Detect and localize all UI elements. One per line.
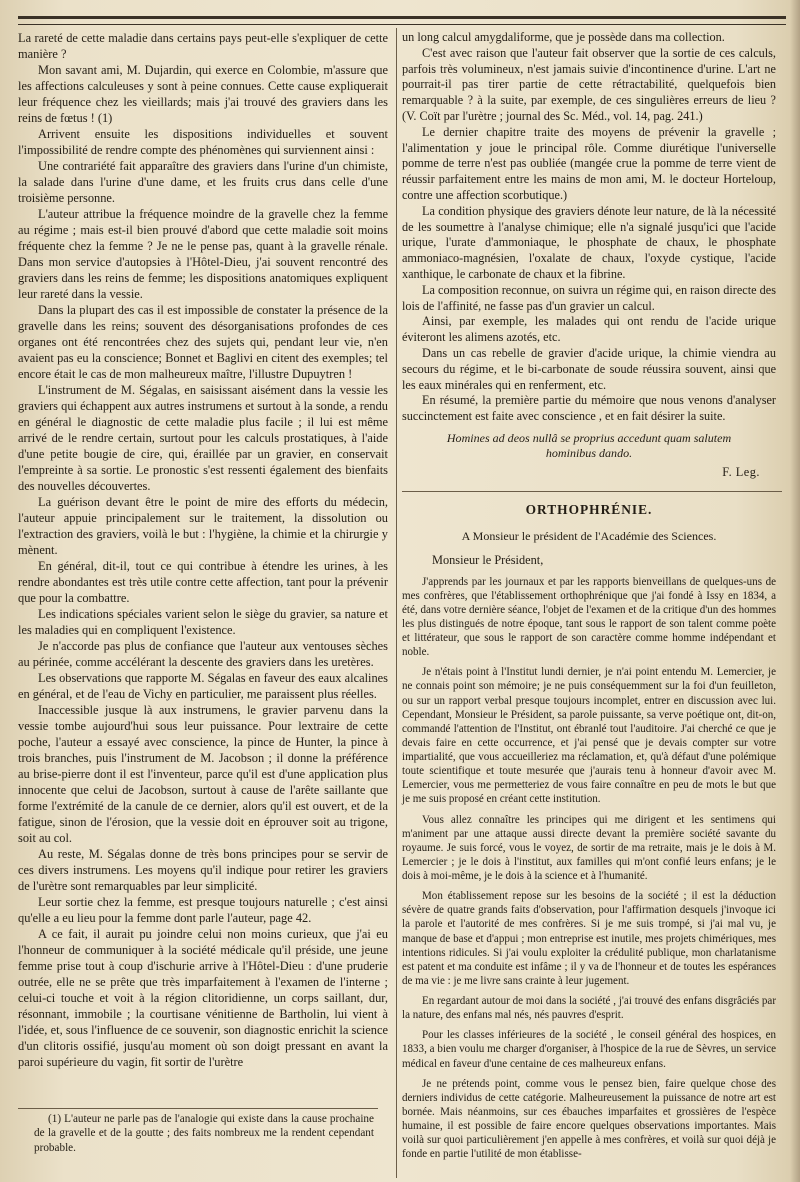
paragraph: Les indications spéciales varient selon le siège du gravier, sa nature et les maladies qui en compliquent l'existence. <box>18 607 388 637</box>
footnote-rule <box>18 1108 378 1109</box>
paragraph: Je n'accorde pas plus de confiance que l'auteur aux ventouses sèches au périnée, comme accélérant la descente des graviers dans les uretères. <box>18 639 388 669</box>
letter-paragraph: Je ne prétends point, comme vous le pensez bien, faire quelque chose des derniers individus de cette catégorie. Malheureusement la puissance de notre art est bornée. Mais néanmoins, sur ces ébauches imparfaites et grossières de l'espèce humaine, il est possible de faire encore quelques observations importantes. Mais voilà sur quoi particulièrement j'en appelle à mes confrères, et voilà sur quoi déjà je fonde en partie l'utilité de mon établisse- <box>402 1077 776 1161</box>
footnote: (1) L'auteur ne parle pas de l'analogie qui existe dans la cause prochaine de la gravelle et de la goutte ; des faits nombreux me la rendent cependant probable. <box>34 1113 374 1154</box>
epigraph: Homines ad deos nullâ se proprius accedunt quam salutem hominibus dando. <box>446 430 732 461</box>
letter-paragraph: Je n'étais point à l'Institut lundi dernier, je n'ai point entendu M. Lemercier, je ne connais point son mémoire; je ne puis conséquemment sur la foi d'un feuilleton, ou sur un rapport verbal presque toujours incomplet, entrer en discussion avec lui. Cependant, Monsieur le Président, sa parole puissante, sa verve poétique ont, dit-on, commandé l'attention de l'Institut, ont ébranlé tout l'auditoire. J'ai cherché ce que je devais faire en cette occurrence, et j'ai pensé que je devais compter sur votre impartialité, que vous accueilleriez ma réclamation, et, qu'à défaut d'une polémique toute scientifique et toute mesurée que j'aurais tenu à honneur d'avoir avec M. Lemercier, vous me permetteriez de vous faire connaître en peu de mots le but que je me suis proposé en créant cette institution. <box>402 666 776 806</box>
letter-addressee: A Monsieur le président de l'Académie des Sciences. <box>461 529 717 544</box>
paragraph: En résumé, la première partie du mémoire que nous venons d'analyser succinctement est faite avec conscience , et en fait désirer la suite. <box>402 393 776 424</box>
author-signature: F. Leg. <box>722 464 760 479</box>
paragraph: un long calcul amygdaliforme, que je possède dans ma collection. <box>402 30 725 44</box>
paragraph: Leur sortie chez la femme, est presque toujours naturelle ; c'est ainsi qu'elle a eu lieu pour la femme dont parle l'auteur, page 42. <box>18 895 388 925</box>
paragraph: Dans un cas rebelle de gravier d'acide urique, la chimie viendra au secours du régime, et le bi-carbonate de soude réussira souvent, ainsi que les eaux minérales qui en renferment, etc. <box>402 345 776 392</box>
column-divider <box>396 28 397 1178</box>
letter-salutation: Monsieur le Président, <box>432 552 544 567</box>
letter-paragraph: Vous allez connaître les principes qui me dirigent et les sentimens qui m'animent par une attaque aussi directe devant la première société savante du royaume. Je suis forcé, vous le voyez, de sortir de ma retraite, mais je le dois à M. Lemercier ; je le dois à l'institut, aux familles qui m'ont confié leurs enfans; je le dois à moi-même, je le dois à la science et à l'humanité. <box>402 813 776 883</box>
paragraph: Au reste, M. Ségalas donne de très bons principes pour se servir de ces divers instrumens. Les moyens qu'il indique pour retirer les graviers de l'urètre sont remarquables par leur simplicité. <box>18 847 388 893</box>
letter-paragraph: Pour les classes inférieures de la société , le conseil général des hospices, en 1833, a bien voulu me charger d'organiser, à l'hospice de la rue de Sèvres, un service médical en faveur d'une centaine de ces malheureux enfans. <box>402 1029 776 1070</box>
paragraph: La guérison devant être le point de mire des efforts du médecin, l'auteur appuie principalement sur le traitement, la dissolution ou l'extraction des graviers, voilà le but : l'hygiène, la chimie et la chirurgie y mènent. <box>18 495 388 557</box>
page-edge-shadow <box>790 0 800 1182</box>
section-separator <box>402 491 782 492</box>
paragraph: Les observations que rapporte M. Ségalas en faveur des eaux alcalines en général, et de l'eau de Vichy en particulier, me paraissent plus réelles. <box>18 671 388 701</box>
header-rule <box>18 16 786 25</box>
paragraph: Dans la plupart des cas il est impossible de constater la présence de la gravelle dans les reins; souvent des désorganisations profondes de ces organes ont été rencontrées chez des sujets qui, pendant leur vie, n'en avaient pas eu la conscience; Bonnet et Baglivi en citent des exemples; tel encore était le cas de mon malheureux maître, l'illustre Dupuytren ! <box>18 303 388 381</box>
paragraph: La composition reconnue, on suivra un régime qui, en raison directe des lois de l'affinité, ne fasse pas d'un gravier un calcul. <box>402 282 776 313</box>
paragraph: La rareté de cette maladie dans certains pays peut-elle s'expliquer de cette manière ? <box>18 31 388 61</box>
paragraph: A ce fait, il aurait pu joindre celui non moins curieux, que j'ai eu l'honneur de communiquer à la société médicale qu'il préside, une jeune femme prise tout à coup d'ischurie arrive à l'Hôtel-Dieu : d'une pruderie outrée, elle ne se prête que très imparfaitement à l'examen de l'interne ; celui-ci touche et voit à la région clitoridienne, un corps saillant, dur, résonnant, immobile ; la courtisane vénitienne de Bartholin, lui vient à l'idée, et, sous l'influence de ce souvenir, son diagnostic enrichit la science d'un clitoris ossifié, jusqu'au moment où son doigt pressant en avant la paroi supérieure du vagin, fit sortir de l'urètre <box>18 927 388 1069</box>
paragraph: L'instrument de M. Ségalas, en saisissant aisément dans la vessie les graviers qui échappent aux autres instrumens et surtout à la sonde, a rendu en général le diagnostic de cette maladie plus facile ; il lui est même arrivé de le rendre certain, surtout pour les calculs prostatiques, à l'aide d'une petite bougie de cire, qui, éraillée par un gravier, en conservait l'empreinte à sa sortie. Le pronostic s'est ressenti également des bienfaits des nouvelles découvertes. <box>18 383 388 493</box>
paragraph: Inaccessible jusque là aux instrumens, le gravier parvenu dans la vessie tombe aujourd'hui sous leur puissance. Pour lextraire de cette poche, l'auteur a essayé avec conscience, la pince de Hunter, la pince à trois branches, puis l'instrument de M. Jacobson ; il donne la préférence au brise-pierre dont il est l'inventeur, parce qu'il est d'une application plus innocente que celui de Jacobson, surtout à cause de l'arête saillante que forme l'extrémité de la canule de ce dernier, alors qu'il est ouvert, et de la fatigue, sinon de l'érosion, que la vessie doit en éprouver soit au trigone, soit au col. <box>18 703 388 845</box>
paragraph: Ainsi, par exemple, les malades qui ont rendu de l'acide urique éviteront les alimens azotés, etc. <box>402 314 776 345</box>
paragraph: Le dernier chapitre traite des moyens de prévenir la gravelle ; l'alimentation y joue le principal rôle. Comme diurétique l'universelle pomme de terre n'est pas oubliée (mangée crue la pomme de terre vient de réussir parfaitement entre les mains de mon ami, M. le docteur Horteloup, contre une affection scorbutique.) <box>402 124 776 202</box>
left-column <box>18 30 388 1070</box>
paragraph: Arrivent ensuite les dispositions individuelles et souvent l'impossibilité de rendre compte des phénomènes qui surviennent ainsi : <box>18 127 388 157</box>
section-title: ORTHOPHRÉNIE. <box>525 501 653 517</box>
paragraph: C'est avec raison que l'auteur fait observer que la sortie de ces calculs, parfois très volumineux, n'est jamais suivie d'incontinence d'urine. L'art ne pourrait-il pas tirer partie de cette rétractabilité, quelquefois bien remarquable ? à la suite, par exemple, de ces singulières erreurs de lieu ? (V. Coït par l'urètre ; journal des Sc. Méd., vol. 14, pag. 241.) <box>402 45 776 123</box>
right-column <box>402 30 776 1167</box>
paragraph: La condition physique des graviers dénote leur nature, de là la nécessité de les soumettre à l'analyse chimique; elle n'a signalé jusqu'ici que l'acide urique, l'urate d'ammoniaque, le phosphate de chaux, le phosphate ammoniaco-magnésien, l'oxalate de chaux, l'oxyde cystique, l'acide xanthique, le carbonate de chaux et la fibrine. <box>402 203 776 281</box>
paragraph: L'auteur attribue la fréquence moindre de la gravelle chez la femme au régime ; mais est-il bien prouvé d'abord que cette maladie soit moins fréquente chez la femme ? Je ne le pense pas, quant à la gravelle rénale. Dans mon service d'autopsies à l'Hôtel-Dieu, j'ai souvent rencontré des graviers dans les reins de femme; les dispositions anatomiques expliquent leur rareté dans la vessie. <box>18 207 388 301</box>
letter-body <box>402 575 776 1162</box>
letter-paragraph: Mon établissement repose sur les besoins de la société ; il est la déduction sévère de quatre grands faits d'observation, pour l'affirmation desquels j'invoque ici la parole et l'autorité de mes confrères. Si je me suis trompé, si j'ai mal vu, je manque de base et d'appui ; mon entreprise est inutile, mes projets chimériques, mes intentions ridicules. Si j'ai voulu exploiter la crédulité publique, mon charlatanisme est patent et ma conduite est infâme ; il y va de l'honneur et de toutes les espérances de ma vie : je me livre sans crainte à leur jugement. <box>402 890 776 987</box>
letter-paragraph: En regardant autour de moi dans la société , j'ai trouvé des enfans disgrâciés par la nature, des enfans mal nés, nés pauvres d'esprit. <box>402 995 776 1022</box>
letter-paragraph: J'apprends par les journaux et par les rapports bienveillans de quelques-uns de mes confrères, que l'établissement orthophrénique que j'ai fondé à Issy en 1834, a été, dans votre dernière séance, l'objet de l'examen et de la critique d'un des hommes les plus distingués de notre époque, tant sous le rapport de son talent comme poète et littérateur, que sous le rapport de son caractère comme homme indépendant et noble. <box>402 575 776 659</box>
paragraph: En général, dit-il, tout ce qui contribue à étendre les urines, à les rendre abondantes est très utile contre cette affection, tant pour la prévenir que pour la combattre. <box>18 559 388 605</box>
paragraph: Mon savant ami, M. Dujardin, qui exerce en Colombie, m'assure que les affections calculeuses y sont à peine connues. Cette cause expliquerait leur fréquence chez les vieillards; mais j'ai trouvé des graviers dans les reins de fœtus ! (1) <box>18 63 388 125</box>
paragraph: Une contrariété fait apparaître des graviers dans l'urine d'un chimiste, la salade dans l'urine d'une dame, et les fruits crus dans celle d'une troisième personne. <box>18 159 388 205</box>
